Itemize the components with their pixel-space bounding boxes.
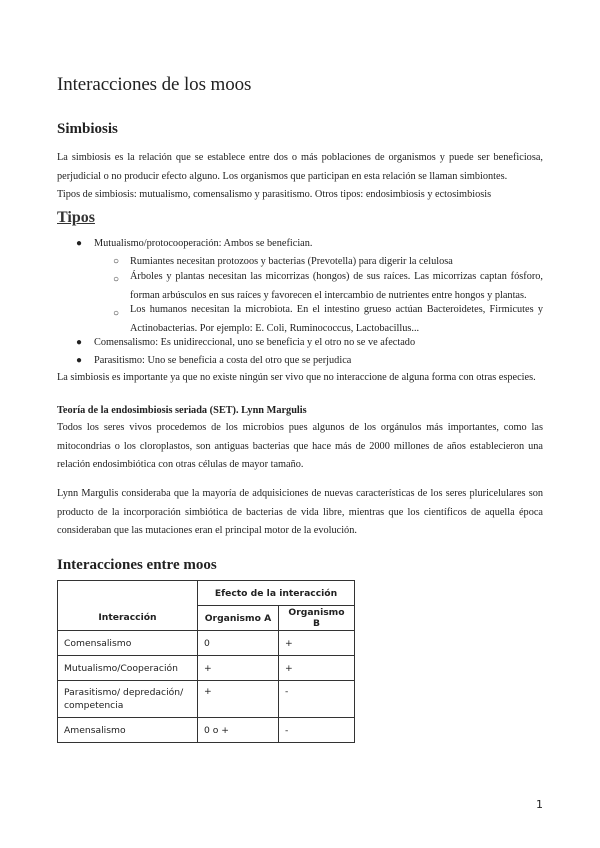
header-organismo-b: Organismo B <box>279 606 355 631</box>
page-title: Interacciones de los moos <box>57 74 252 95</box>
cell-organismo-a: 0 <box>198 631 279 656</box>
cell-organismo-a: + <box>198 681 279 718</box>
list-item: Comensalismo: Es unidireccional, uno se beneficia y el otro no se ve afectado <box>94 337 416 348</box>
circle-bullet-icon: ○ <box>113 308 120 319</box>
header-efecto: Efecto de la interacción <box>198 581 355 606</box>
tipos-closing: La simbiosis es importante ya que no existe ningún ser vivo que no interaccione de alguna forma con otras especies. <box>57 372 536 383</box>
sub-list-item: Árboles y plantas necesitan las micorrizas (hongos) de sus raíces. Las micorrizas captan fósforo, forman arbúsculos en sus raíces y favorecen el intercambio de nutrientes entre hongos y plantas. <box>130 271 543 301</box>
set-paragraph-2: Lynn Margulis consideraba que la mayoría de adquisiciones de nuevas características de los seres pluricelulares son producto de la incorporación simbiótica de bacterias de vida libre, mientras que los científicos de aquella época consideraban que las mutaciones eran el principal motor de la evolución. <box>57 488 543 536</box>
cell-organismo-b: + <box>279 631 355 656</box>
cell-organismo-b: - <box>279 681 355 718</box>
list-item: Parasitismo: Uno se beneficia a costa del otro que se perjudica <box>94 355 352 366</box>
cell-organismo-b: - <box>279 718 355 743</box>
table-row <box>58 718 355 743</box>
header-organismo-a: Organismo A <box>198 606 279 631</box>
cell-interaccion: Comensalismo <box>58 631 198 656</box>
page-number: 1 <box>536 798 543 811</box>
table-row <box>58 681 355 718</box>
sub-list-item: Rumiantes necesitan protozoos y bacterias (Prevotella) para digerir la celulosa <box>130 256 453 267</box>
cell-interaccion: Amensalismo <box>58 718 198 743</box>
simbiosis-intro-text: La simbiosis es la relación que se establece entre dos o más poblaciones de organismos y puede ser beneficiosa, perjudicial o no producir efecto alguno. Los organismos que participan en esta relación se llaman simbiontes. <box>57 152 543 182</box>
cell-organismo-a: 0 o + <box>198 718 279 743</box>
header-interaccion: Interacción <box>58 581 198 631</box>
simbiosis-heading: Simbiosis <box>57 121 118 137</box>
simbiosis-intro <box>57 149 543 205</box>
tipos-heading: Tipos <box>57 209 95 226</box>
cell-organismo-b: + <box>279 656 355 681</box>
sub-list-item: Los humanos necesitan la microbiota. En el intestino grueso actúan Bacteroidetes, Firmicutes y Actinobacterias. Por ejemplo: E. Coli, Ruminococcus, Lactobacillus... <box>130 304 543 334</box>
bullet-icon: ● <box>76 355 83 366</box>
cell-organismo-a: + <box>198 656 279 681</box>
table-row <box>58 656 355 681</box>
table-row <box>58 631 355 656</box>
cell-interaccion: Parasitismo/ depredación/ competencia <box>58 681 198 718</box>
circle-bullet-icon: ○ <box>113 274 120 285</box>
simbiosis-tipos-line: Tipos de simbiosis: mutualismo, comensalismo y parasitismo. Otros tipos: endosimbiosis y ectosimbiosis <box>57 189 492 200</box>
bullet-icon: ● <box>76 238 83 249</box>
set-heading: Teoría de la endosimbiosis seriada (SET). Lynn Margulis <box>57 405 307 416</box>
cell-interaccion: Mutualismo/Cooperación <box>58 656 198 681</box>
bullet-icon: ● <box>76 337 83 348</box>
list-item: Mutualismo/protocooperación: Ambos se benefician. <box>94 238 313 249</box>
set-paragraph-1: Todos los seres vivos procedemos de los microbios pues algunos de los orgánulos más importantes, como las mitocondrias o los cloroplastos, son antiguas bacterias que hace más de 2000 millones de años establecieron una relación endosimbiótica con otras células de mayor tamaño. <box>57 422 543 470</box>
circle-bullet-icon: ○ <box>113 256 120 267</box>
interactions-table <box>57 580 355 743</box>
interacciones-heading: Interacciones entre moos <box>57 557 217 573</box>
